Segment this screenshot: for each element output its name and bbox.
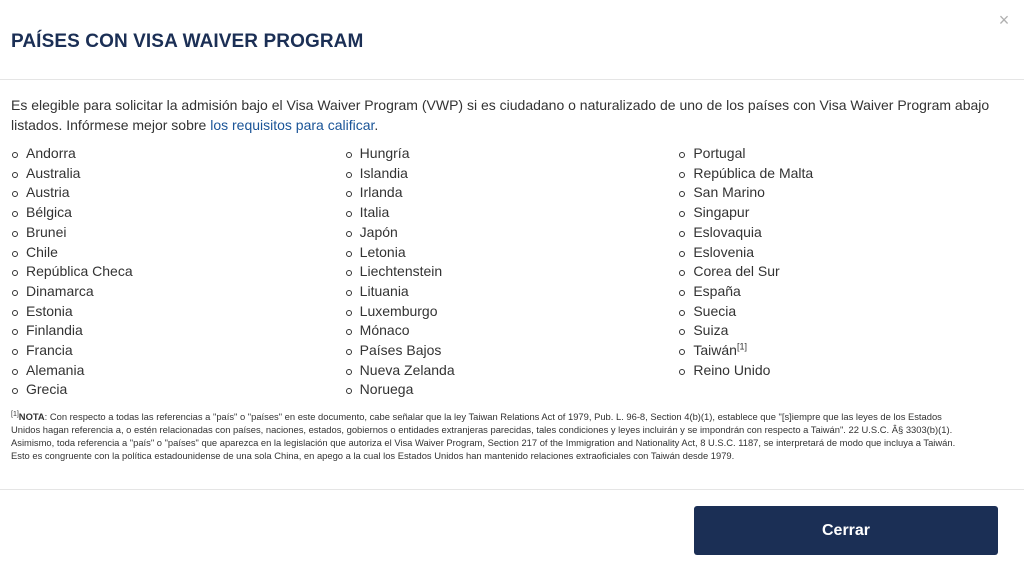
country-item: Francia <box>11 341 345 361</box>
country-item: Nueva Zelanda <box>345 361 679 381</box>
intro-text <box>11 95 1012 135</box>
footnote <box>11 410 1012 462</box>
country-item: Italia <box>345 203 679 223</box>
note-line4: Esto es congruente con la política estadounidense de una sola China, en apego a la cual los Estados Unidos han mantenido relaciones extraoficiales con Taiwán desde 1979. <box>11 450 735 462</box>
country-column-2 <box>345 144 679 400</box>
note-line3: Asimismo, toda referencia a "país" o "países" que aparezca en la legislación que autoriza el Visa Waiver Program, Section 217 of the Immigration and Nationality Act, 8 U.S.C. 1187, se interpretará de modo que incluya a Taiwán. <box>11 437 956 449</box>
country-item: Japón <box>345 223 679 243</box>
country-item: Estonia <box>11 302 345 322</box>
country-item: San Marino <box>678 183 1012 203</box>
country-item: Lituania <box>345 282 679 302</box>
country-item-taiwan <box>678 341 1012 361</box>
note-line1: : Con respecto a todas las referencias a "país" o "países" en este documento, cabe señalar que la ley Taiwan Relations Act of 1979, Pub. L. 96-8, Section 4(b)(1), establece que "[s]iempre que las leyes de los Estados <box>44 411 942 423</box>
modal-body <box>0 80 1024 462</box>
country-item: Noruega <box>345 380 679 400</box>
note-marker: [1] <box>11 411 19 419</box>
country-item: Austria <box>11 183 345 203</box>
country-item: Alemania <box>11 361 345 381</box>
requirements-link[interactable]: los requisitos para calificar <box>210 117 375 133</box>
country-item: Islandia <box>345 164 679 184</box>
note-label: NOTA <box>18 411 45 423</box>
country-item: Liechtenstein <box>345 262 679 282</box>
intro-line1: Es elegible para solicitar la admisión bajo el Visa Waiver Program (VWP) si es ciudadano o naturalizado de uno de los países con Visa Waiver Program abajo <box>11 97 990 113</box>
country-item: Suiza <box>678 321 1012 341</box>
country-item: Singapur <box>678 203 1012 223</box>
country-item: Eslovenia <box>678 243 1012 263</box>
country-item: Letonia <box>345 243 679 263</box>
country-item: Hungría <box>345 144 679 164</box>
country-item: Australia <box>11 164 345 184</box>
country-column-1 <box>11 144 345 400</box>
country-list <box>11 144 1012 400</box>
footnote-marker: [1] <box>736 341 747 352</box>
country-item: Luxemburgo <box>345 302 679 322</box>
close-icon[interactable]: × <box>998 10 1010 30</box>
intro-line2: listados. Infórmese mejor sobre <box>11 117 211 133</box>
country-column-3 <box>678 144 1012 400</box>
country-item: Grecia <box>11 380 345 400</box>
intro-end: . <box>374 117 379 133</box>
country-item: Andorra <box>11 144 345 164</box>
country-item: Corea del Sur <box>678 262 1012 282</box>
country-item: Brunei <box>11 223 345 243</box>
country-item: Bélgica <box>11 203 345 223</box>
country-item: Países Bajos <box>345 341 679 361</box>
country-item: Dinamarca <box>11 282 345 302</box>
country-item: República de Malta <box>678 164 1012 184</box>
country-item: Reino Unido <box>678 361 1012 381</box>
close-button[interactable]: Cerrar <box>694 506 998 555</box>
country-item: España <box>678 282 1012 302</box>
country-item: Chile <box>11 243 345 263</box>
country-item: Suecia <box>678 302 1012 322</box>
country-item: República Checa <box>11 262 345 282</box>
country-item: Irlanda <box>345 183 679 203</box>
note-line2: Unidos hagan referencia a, o estén relacionadas con países, naciones, estados, gobiernos o entidades extranjeras parecidas, tales condiciones y leyes incluirán y se impondrán con respecto a Taiwán". 22 U.S.C. Â§ 3303(b)(1). <box>11 424 953 436</box>
country-label: Taiwán <box>693 342 737 359</box>
country-item: Portugal <box>678 144 1012 164</box>
modal-footer <box>0 489 1024 576</box>
modal-header <box>0 0 1024 80</box>
modal-title: PAÍSES CON VISA WAIVER PROGRAM <box>11 31 364 52</box>
country-item: Finlandia <box>11 321 345 341</box>
country-item: Eslovaquia <box>678 223 1012 243</box>
country-item: Mónaco <box>345 321 679 341</box>
